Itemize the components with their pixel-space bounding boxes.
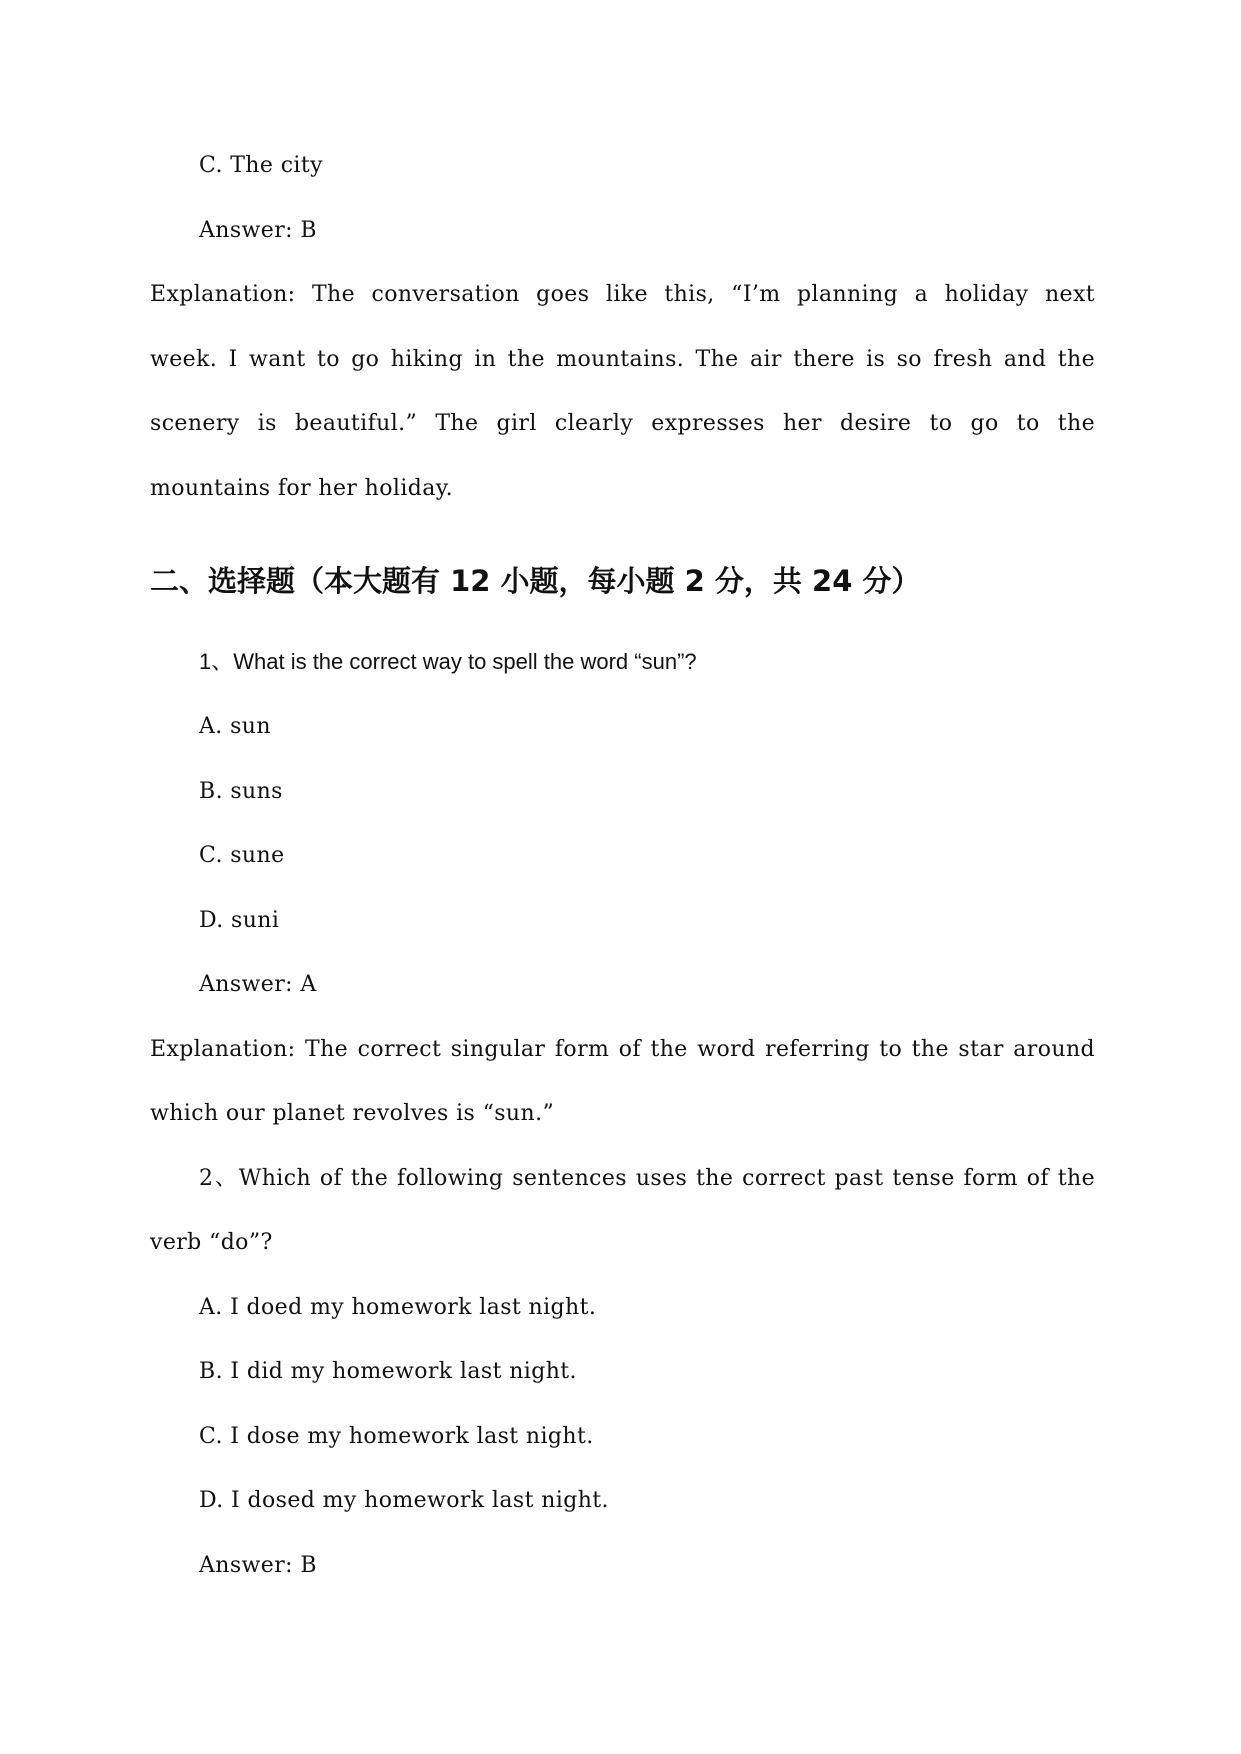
question-2-option-c: C. I dose my homework last night. (199, 1424, 594, 1449)
previous-answer: Answer: B (199, 218, 317, 243)
question-1-prompt: 1、What is the correct way to spell the word “sun”? (199, 649, 697, 674)
question-1-answer: Answer: A (199, 972, 317, 997)
question-1-option-c: C. sune (199, 843, 285, 868)
previous-explanation-line-1: Explanation: The conversation goes like this, “I’m planning a holiday next (150, 282, 1095, 307)
question-2-option-a: A. I doed my homework last night. (199, 1295, 597, 1320)
section-heading: 二、选择题（本大题有 12 小题，每小题 2 分，共 24 分） (150, 564, 921, 598)
question-2-option-d: D. I dosed my homework last night. (199, 1488, 609, 1513)
question-1-explanation-line-1: Explanation: The correct singular form of the word referring to the star around (150, 1037, 1095, 1062)
question-2-answer: Answer: B (199, 1553, 317, 1578)
previous-explanation-line-2: week. I want to go hiking in the mountains. The air there is so fresh and the (150, 347, 1095, 372)
previous-option-c: C. The city (199, 153, 323, 178)
question-2-option-b: B. I did my homework last night. (199, 1359, 577, 1384)
question-1-option-b: B. suns (199, 779, 283, 804)
previous-explanation-line-4: mountains for her holiday. (150, 476, 454, 501)
question-2-prompt-line-2: verb “do”? (150, 1230, 273, 1255)
previous-explanation-line-3: scenery is beautiful.” The girl clearly expresses her desire to go to the (150, 411, 1095, 436)
question-1-option-a: A. sun (199, 714, 271, 739)
question-1-option-d: D. suni (199, 908, 280, 933)
question-1-explanation-line-2: which our planet revolves is “sun.” (150, 1101, 555, 1126)
question-2-prompt-line-1: 2、Which of the following sentences uses the correct past tense form of the (199, 1166, 1095, 1191)
